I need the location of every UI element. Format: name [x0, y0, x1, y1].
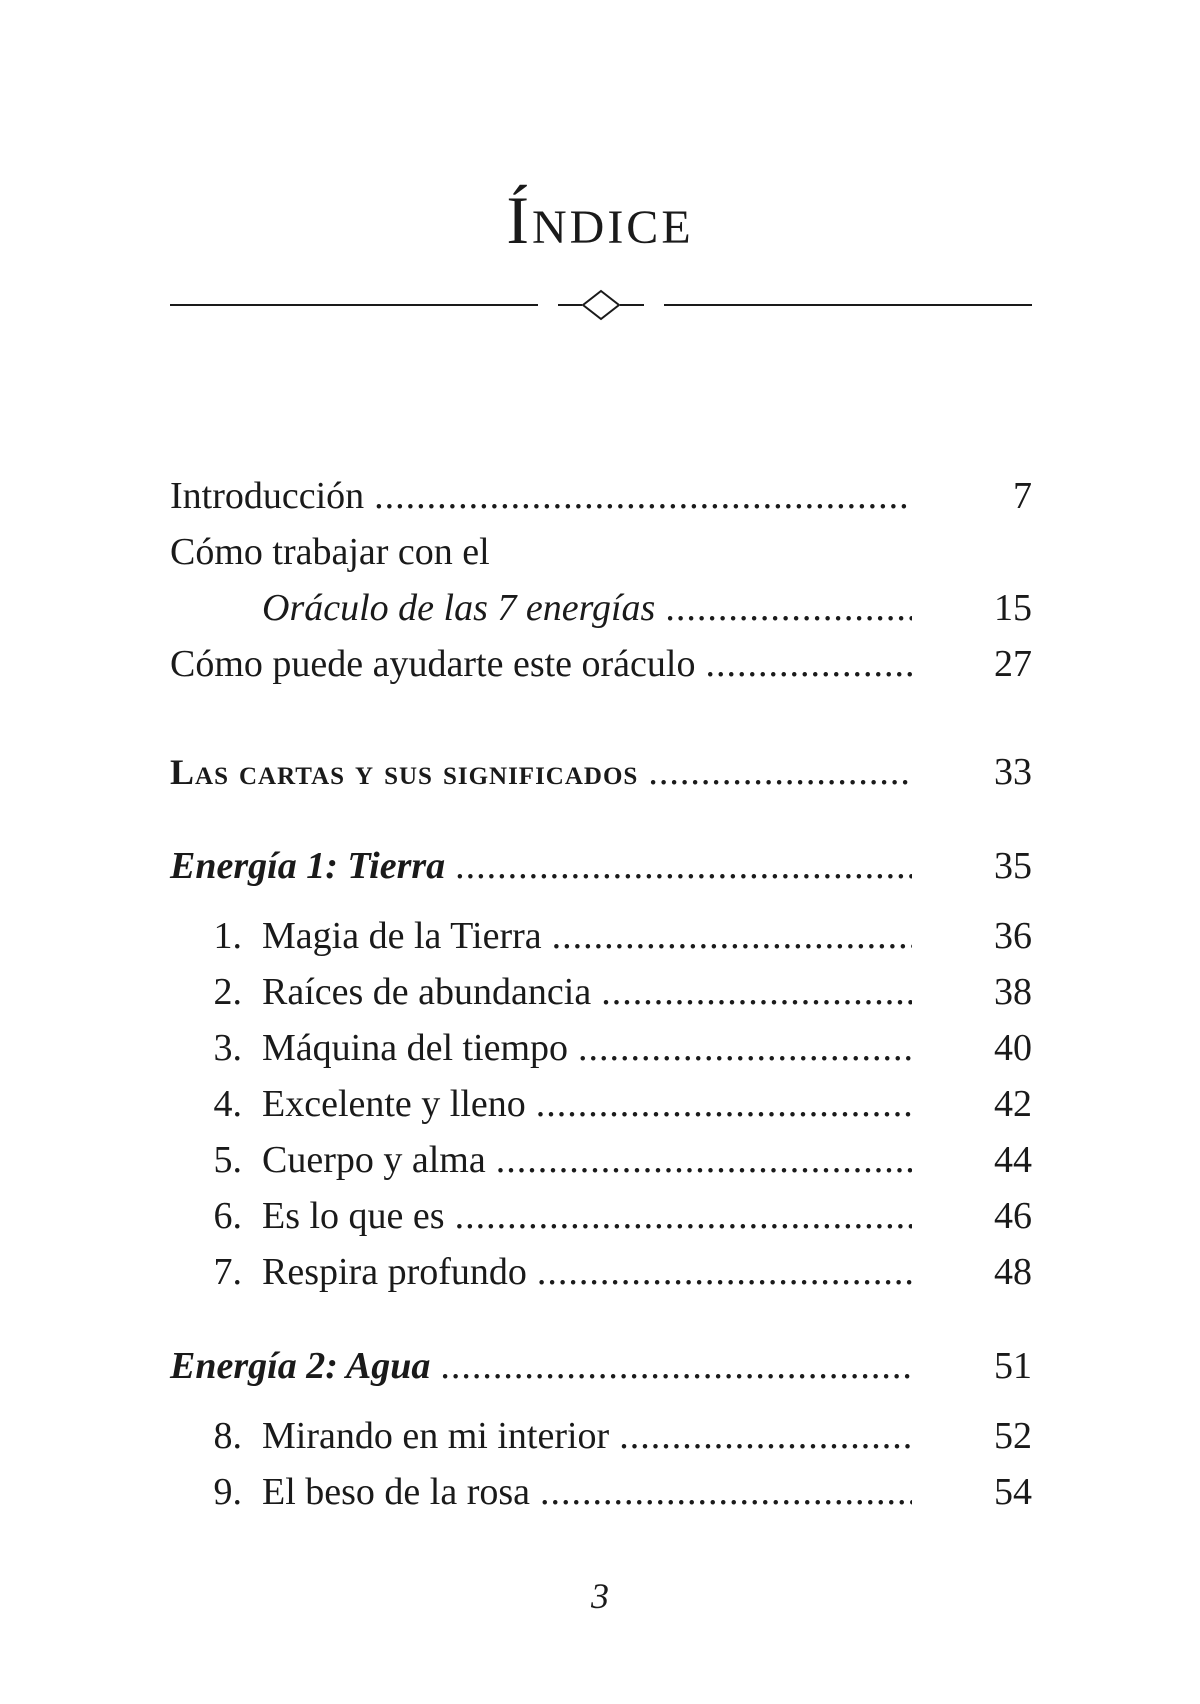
toc-entry-how-to-line1 [170, 524, 1032, 580]
toc-energy-heading [170, 1338, 1032, 1394]
toc-card-number: 3. [213, 1027, 242, 1069]
toc-card-entry [170, 1464, 1032, 1520]
toc-card-entry [170, 1188, 1032, 1244]
toc-entry-title: Cómo trabajar con el [170, 531, 490, 573]
toc-page-number: 40 [994, 1027, 1032, 1069]
toc-page-number: 7 [1013, 475, 1032, 517]
toc-entry-title: Introducción [170, 475, 365, 517]
toc-card-number: 4. [213, 1083, 242, 1125]
toc-section-heading [170, 744, 1032, 800]
toc-page-number: 35 [994, 845, 1032, 887]
toc-entry-title: Cómo puede ayudarte este oráculo [170, 643, 696, 685]
toc-card-title: Es lo que es [262, 1195, 445, 1237]
dot-leader [536, 1076, 912, 1132]
toc-energy-heading [170, 838, 1032, 894]
dot-leader [705, 636, 912, 692]
toc-card-number: 8. [213, 1415, 242, 1457]
table-of-contents [170, 468, 1032, 1520]
toc-card-entry [170, 1132, 1032, 1188]
toc-card-entry [170, 1408, 1032, 1464]
toc-page-number: 46 [994, 1195, 1032, 1237]
toc-card-entry [170, 964, 1032, 1020]
toc-card-number: 7. [213, 1251, 242, 1293]
toc-card-entry [170, 908, 1032, 964]
page-number: 3 [591, 1576, 609, 1616]
toc-page-number: 42 [994, 1083, 1032, 1125]
diamond-divider-icon [170, 285, 1032, 325]
toc-page-number: 44 [994, 1139, 1032, 1181]
toc-page-number: 52 [994, 1415, 1032, 1457]
toc-card-title: Mirando en mi interior [262, 1415, 610, 1457]
dot-leader [496, 1132, 912, 1188]
toc-card-title: Excelente y lleno [262, 1083, 526, 1125]
toc-card-number: 6. [213, 1195, 242, 1237]
toc-page-number: 36 [994, 915, 1032, 957]
dot-leader [601, 964, 912, 1020]
toc-card-entry [170, 1020, 1032, 1076]
toc-page-number: 54 [994, 1471, 1032, 1513]
toc-page-number: 38 [994, 971, 1032, 1013]
dot-leader [455, 1188, 912, 1244]
toc-card-number: 2. [213, 971, 242, 1013]
dot-leader [648, 744, 912, 800]
toc-card-title: Máquina del tiempo [262, 1027, 569, 1069]
dot-leader [540, 1464, 912, 1520]
toc-card-title: Magia de la Tierra [262, 915, 542, 957]
toc-entry-how-to-line2 [170, 580, 1032, 636]
dot-leader [619, 1408, 912, 1464]
toc-page-number: 27 [994, 643, 1032, 685]
dot-leader [552, 908, 912, 964]
toc-card-number: 1. [213, 915, 242, 957]
toc-page-number: 48 [994, 1251, 1032, 1293]
toc-card-entry [170, 1244, 1032, 1300]
dot-leader [374, 468, 912, 524]
dot-leader [578, 1020, 912, 1076]
toc-page-number: 51 [994, 1345, 1032, 1387]
toc-entry-help [170, 636, 1032, 692]
toc-page-number: 15 [994, 587, 1032, 629]
toc-card-number: 5. [213, 1139, 242, 1181]
toc-card-title: Respira profundo [262, 1251, 527, 1293]
toc-energy-title: Energía 1: Tierra [170, 845, 446, 887]
toc-card-title: El beso de la rosa [262, 1471, 531, 1513]
toc-page-number: 33 [994, 751, 1032, 793]
dot-leader [440, 1338, 912, 1394]
dot-leader [455, 838, 912, 894]
toc-card-entry [170, 1076, 1032, 1132]
dot-leader [537, 1244, 912, 1300]
toc-entry-intro [170, 468, 1032, 524]
toc-section-title: Las cartas y sus significados [170, 752, 639, 792]
toc-entry-title: Oráculo de las 7 energías [262, 587, 656, 629]
toc-card-number: 9. [213, 1471, 242, 1513]
dot-leader [665, 580, 912, 636]
toc-energy-title: Energía 2: Agua [170, 1345, 431, 1387]
toc-card-title: Raíces de abundancia [262, 971, 592, 1013]
page-title: Índice [506, 182, 694, 258]
toc-card-title: Cuerpo y alma [262, 1139, 486, 1181]
